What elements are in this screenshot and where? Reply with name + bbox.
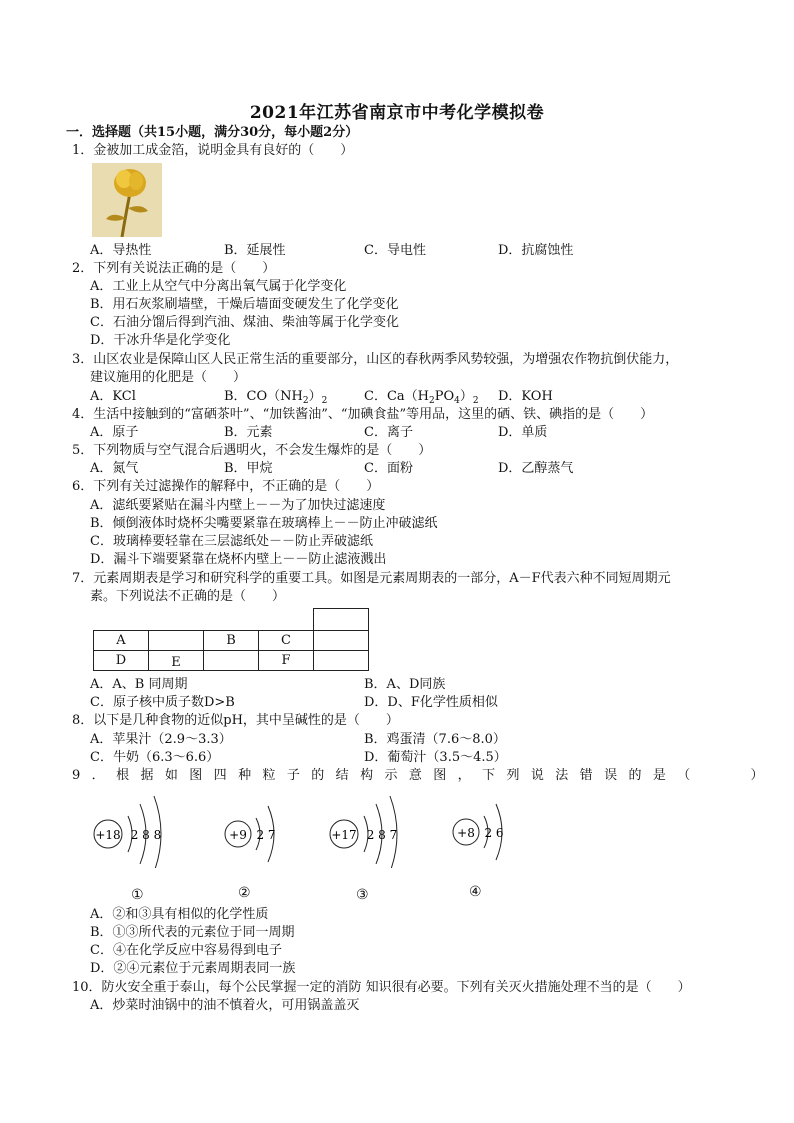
q2-option-c: C．石油分馏后得到汽油、煤油、柴油等属于化学变化: [90, 315, 399, 330]
periodic-table-top-cell: [313, 608, 369, 631]
svg-text:+17: +17: [331, 828, 357, 842]
q5-stem: 5．下列物质与空气混合后遇明火，不会发生爆炸的是（ ）: [72, 443, 432, 458]
q6-option-b: B．倾倒液体时烧杯尖嘴要紧靠在玻璃棒上－－防止冲破滤纸: [90, 516, 438, 531]
cell-c: C: [259, 631, 314, 651]
q7-option-b: B．A、D同族: [364, 677, 446, 692]
q2-option-d: D．干冰升华是化学变化: [90, 333, 231, 348]
atom-diagram-1: [92, 788, 172, 868]
svg-text:+18: +18: [95, 828, 121, 842]
atom-diagram-4: [452, 794, 522, 870]
q3-stem-line2: 建议施用的化肥是（ ）: [90, 370, 247, 385]
q4-option-b: B．元素: [224, 425, 273, 440]
svg-text:+9: +9: [229, 828, 247, 842]
q2-stem: 2．下列有关说法正确的是（ ）: [72, 261, 276, 276]
q9-option-b: B．①③所代表的元素位于同一周期: [90, 925, 295, 940]
q9-option-a: A．②和③具有相似的化学性质: [90, 907, 269, 922]
q8-option-a: A．苹果汁（2.9～3.3）: [90, 732, 232, 747]
q9-stem: 9．根据如图四种粒子的结构示意图，下列说法错误的是（ ）: [72, 768, 775, 783]
svg-text:2 6: 2 6: [484, 826, 504, 840]
q1-option-c: C．导电性: [364, 243, 426, 258]
q10-stem: 10．防火安全重于泰山，每个公民掌握一定的消防 知识很有必要。下列有关灭火措施处理不当的是（ ）: [72, 980, 691, 995]
q4-option-c: C．离子: [364, 425, 413, 440]
atom-label-3: ③: [356, 887, 369, 903]
q4-option-a: A．原子: [90, 425, 139, 440]
q5-option-a: A．氮气: [90, 461, 139, 476]
atom-label-2: ②: [238, 885, 251, 901]
q10-option-a: A．炒菜时油锅中的油不慎着火，可用锅盖盖灭: [90, 998, 360, 1013]
q3-stem-line1: 3．山区农业是保障山区人民正常生活的重要部分，山区的春秋两季风势较强，为增强农作物抗倒伏能力，: [72, 352, 679, 367]
q9-option-d: D．②④元素位于元素周期表同一族: [90, 961, 296, 976]
q7-option-d: D．D、F化学性质相似: [364, 695, 498, 710]
q5-option-c: C．面粉: [364, 461, 413, 476]
q7-stem-line2: 素。下列说法不正确的是（ ）: [90, 589, 286, 604]
gold-flower-image: [92, 163, 162, 237]
periodic-table: [93, 630, 369, 671]
q6-option-d: D．漏斗下端要紧靠在烧杯内壁上－－防止滤液溅出: [90, 552, 387, 567]
q4-stem: 4．生活中接触到的“富硒茶叶”、“加铁酱油”、“加碘食盐”等用品，这里的硒、铁、碘指的是（ ）: [72, 407, 654, 422]
q1-option-b: B．延展性: [224, 243, 286, 258]
q7-stem-line1: 7．元素周期表是学习和研究科学的重要工具。如图是元素周期表的一部分，A－F代表六种不同短周期元: [72, 571, 671, 586]
q2-option-a: A．工业上从空气中分离出氧气属于化学变化: [90, 279, 347, 294]
svg-text:2 8 8: 2 8 8: [130, 828, 162, 842]
q4-option-d: D．单质: [498, 425, 548, 440]
atom-label-4: ④: [469, 884, 482, 900]
cell-a: A: [94, 631, 149, 651]
cell-b: B: [204, 631, 259, 651]
q7-option-c: C．原子核中质子数D>B: [90, 695, 235, 710]
q3-option-d: D．KOH: [498, 389, 553, 404]
q1-stem: 1．金被加工成金箔，说明金具有良好的（ ）: [72, 143, 354, 158]
q5-option-b: B．甲烷: [224, 461, 273, 476]
q6-option-a: A．滤纸要紧贴在漏斗内壁上－－为了加快过滤速度: [90, 498, 386, 513]
atom-label-1: ①: [131, 887, 144, 903]
section-heading: 一．选择题（共15小题，满分30分，每小题2分）: [66, 125, 359, 140]
exam-title: 2021年江苏省南京市中考化学模拟卷: [249, 103, 545, 123]
q1-option-d: D．抗腐蚀性: [498, 243, 574, 258]
q2-option-b: B．用石灰浆刷墙壁，干燥后墙面变硬发生了化学变化: [90, 297, 399, 312]
svg-text:2 7: 2 7: [256, 828, 276, 842]
q7-option-a: A．A、B 同周期: [90, 677, 188, 692]
cell-d: D: [94, 651, 149, 671]
q9-option-c: C．④在化学反应中容易得到电子: [90, 943, 282, 958]
q8-option-d: D．葡萄汁（3.5～4.5）: [364, 750, 507, 765]
atom-diagram-2: [224, 792, 294, 868]
cell-f: F: [259, 651, 314, 671]
q5-option-d: D．乙醇蒸气: [498, 461, 574, 476]
cell-e: E: [149, 651, 204, 671]
q8-option-b: B．鸡蛋清（7.6～8.0）: [364, 732, 506, 747]
q8-stem: 8．以下是几种食物的近似pH，其中呈碱性的是（ ）: [72, 713, 399, 728]
q6-stem: 6．下列有关过滤操作的解释中，不正确的是（ ）: [72, 479, 380, 494]
svg-text:2 8 7: 2 8 7: [366, 828, 398, 842]
q3-option-b: B．$CO(NH_2)_2$: [224, 389, 328, 406]
atom-diagram-3: [328, 788, 408, 868]
q3-option-a: A．KCl: [90, 389, 136, 404]
q3-option-c: C．$Ca(H_2PO_4)_2$: [364, 389, 479, 406]
q1-option-a: A．导热性: [90, 243, 152, 258]
q8-option-c: C．牛奶（6.3～6.6）: [90, 750, 220, 765]
q6-option-c: C．玻璃棒要轻靠在三层滤纸处－－防止弄破滤纸: [90, 534, 373, 549]
svg-text:+8: +8: [457, 826, 475, 840]
